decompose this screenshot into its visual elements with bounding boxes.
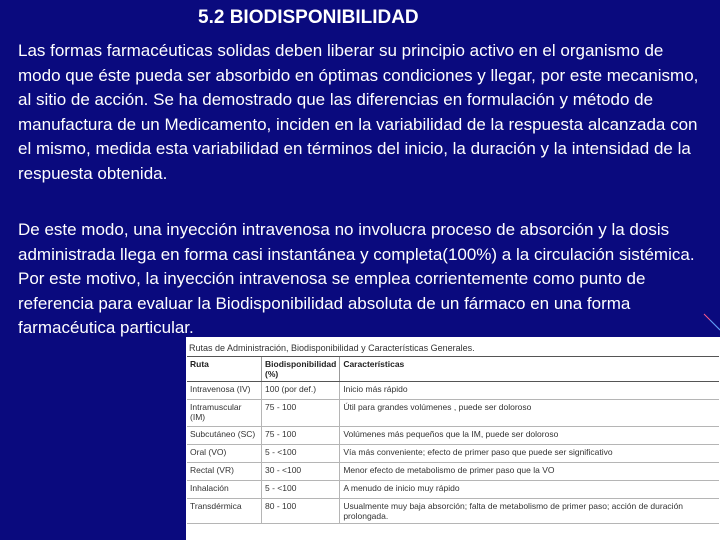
bioavailability-cell: 5 - <100 bbox=[262, 445, 340, 463]
paragraph-formulation: Las formas farmacéuticas solidas deben liberar su principio activo en el organismo de modo que éste pueda ser absorbido en óptimas condiciones y llegar, por este mecanismo, al sitio de acción. Se ha demostrado que las diferencias en formulación y método de manufactura de un Medicamento, inciden en la variabilidad de la respuesta alcanzada con el mismo, medida esta variabilidad en términos del inicio, la duración y la intensidad de la respuesta obtenida. bbox=[18, 41, 699, 183]
table-row bbox=[187, 463, 719, 481]
characteristics-cell: Inicio más rápido bbox=[340, 382, 719, 400]
bioavailability-cell: 75 - 100 bbox=[262, 427, 340, 445]
header-characteristics: Características bbox=[340, 357, 719, 382]
route-cell: Subcutáneo (SC) bbox=[187, 427, 262, 445]
table-row bbox=[187, 481, 719, 499]
table-row bbox=[187, 499, 719, 524]
route-cell: Oral (VO) bbox=[187, 445, 262, 463]
table-row bbox=[187, 382, 719, 400]
bioavailability-cell: 100 (por def.) bbox=[262, 382, 340, 400]
bioavailability-table bbox=[187, 356, 719, 524]
table-row bbox=[187, 445, 719, 463]
table-row bbox=[187, 400, 719, 427]
route-cell: Intravenosa (IV) bbox=[187, 382, 262, 400]
characteristics-cell: Útil para grandes volúmenes , puede ser doloroso bbox=[340, 400, 719, 427]
characteristics-cell: A menudo de inicio muy rápido bbox=[340, 481, 719, 499]
bioavailability-cell: 80 - 100 bbox=[262, 499, 340, 524]
route-cell: Rectal (VR) bbox=[187, 463, 262, 481]
route-cell: Inhalación bbox=[187, 481, 262, 499]
table-header-row bbox=[187, 357, 719, 382]
characteristics-cell: Vía más conveniente; efecto de primer paso que puede ser significativo bbox=[340, 445, 719, 463]
characteristics-cell: Usualmente muy baja absorción; falta de metabolismo de primer paso; acción de duración prolongada. bbox=[340, 499, 719, 524]
bioavailability-cell: 30 - <100 bbox=[262, 463, 340, 481]
header-bioavailability: Biodisponibilidad (%) bbox=[262, 357, 340, 382]
header-route: Ruta bbox=[187, 357, 262, 382]
characteristics-cell: Volúmenes más pequeños que la IM, puede ser doloroso bbox=[340, 427, 719, 445]
bioavailability-table-figure bbox=[186, 337, 720, 540]
slide-title: 5.2 BIODISPONIBILIDAD bbox=[198, 7, 419, 28]
table-caption: Rutas de Administración, Biodisponibilidad y Características Generales. bbox=[189, 343, 475, 353]
bioavailability-cell: 5 - <100 bbox=[262, 481, 340, 499]
route-cell: Intramuscular (IM) bbox=[187, 400, 262, 427]
route-cell: Transdérmica bbox=[187, 499, 262, 524]
table-row bbox=[187, 427, 719, 445]
bioavailability-cell: 75 - 100 bbox=[262, 400, 340, 427]
characteristics-cell: Menor efecto de metabolismo de primer paso que la VO bbox=[340, 463, 719, 481]
paragraph-intravenous: De este modo, una inyección intravenosa no involucra proceso de absorción y la dosis administrada llega en forma casi instantánea y completa(100%) a la circulación sistémica. Por este motivo, la inyección intravenosa se emplea corrientemente como punto de referencia para evaluar la Biodisponibilidad absoluta de un fármaco en una forma farmacéutica particular. bbox=[18, 220, 695, 337]
